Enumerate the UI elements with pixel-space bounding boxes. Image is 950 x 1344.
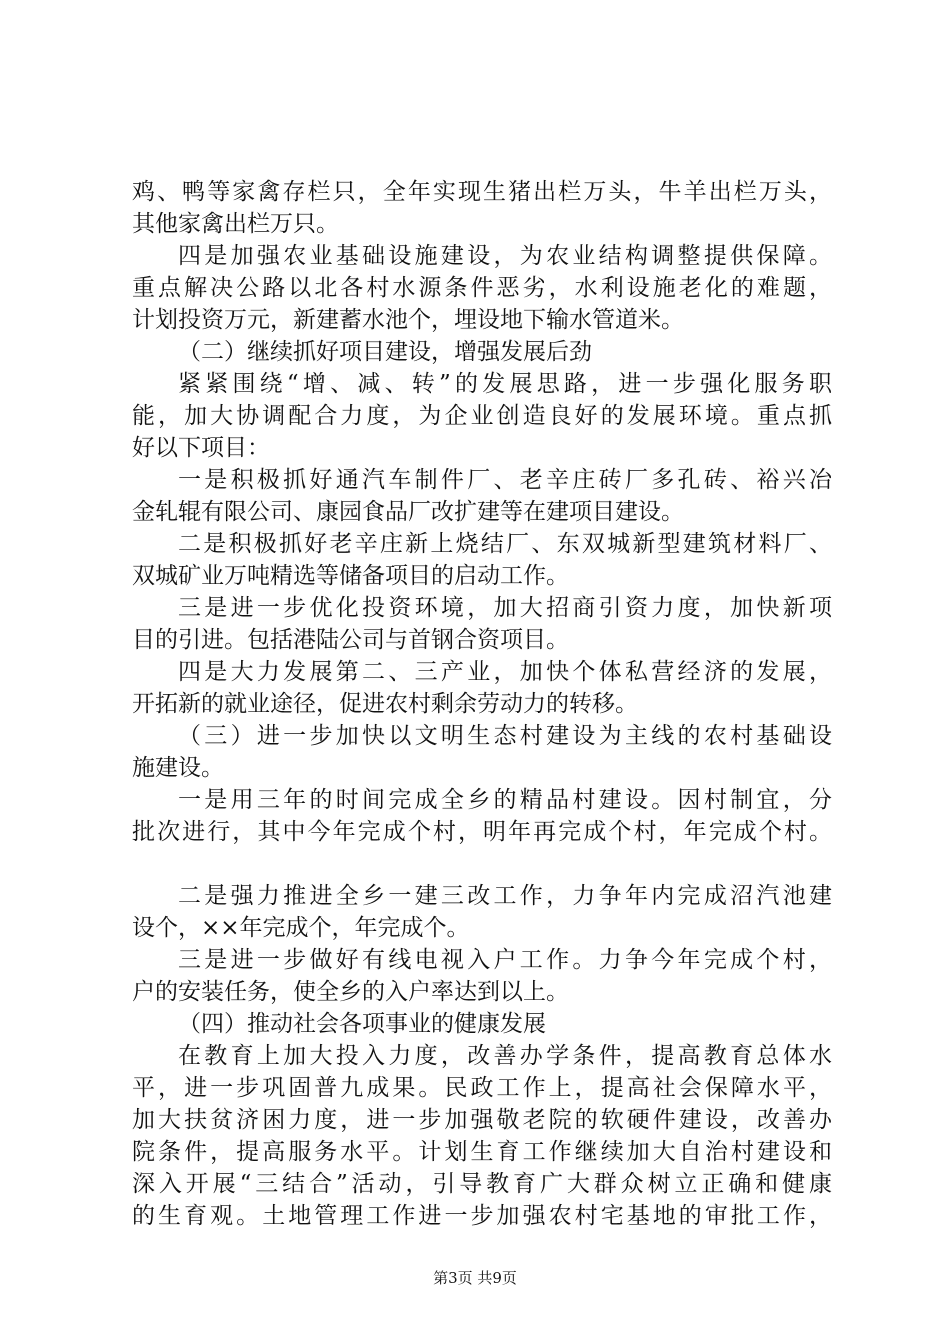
text-line: 户的安装任务，使全乡的入户率达到以上。 (132, 979, 569, 1005)
text-line: 三是进一步优化投资环境，加大招商引资力度，加快新项 (178, 595, 832, 621)
text-line: 的生育观。土地管理工作进一步加强农村宅基地的审批工作， (132, 1203, 832, 1229)
page-footer: 第3页 共9页 (433, 1269, 517, 1287)
text-line: 紧紧围绕“增、减、转”的发展思路，进一步强化服务职 (178, 371, 832, 397)
text-line: 好以下项目： (132, 435, 270, 461)
text-line: 能，加大协调配合力度，为企业创造良好的发展环境。重点抓 (132, 403, 832, 429)
text-line: 一是积极抓好通汽车制件厂、老辛庄砖厂多孔砖、裕兴冶 (178, 467, 832, 493)
text-line: 施建设。 (132, 755, 224, 781)
text-line: 二是强力推进全乡一建三改工作，力争年内完成沼汽池建 (178, 883, 832, 909)
text-line: 批次进行，其中今年完成个村，明年再完成个村，年完成个村。 (132, 819, 832, 845)
text-line: 三是进一步做好有线电视入户工作。力争今年完成个村， (178, 947, 832, 973)
text-line: 金轧辊有限公司、康园食品厂改扩建等在建项目建设。 (132, 499, 684, 525)
text-line: 设个，××年完成个，年完成个。 (132, 915, 470, 941)
blank-line (132, 848, 832, 880)
text-line: 深入开展“三结合”活动，引导教育广大群众树立正确和健康 (132, 1171, 832, 1197)
text-line: 重点解决公路以北各村水源条件恶劣，水利设施老化的难题， (132, 275, 832, 301)
text-line: 双城矿业万吨精选等储备项目的启动工作。 (132, 563, 569, 589)
text-line: 四是大力发展第二、三产业，加快个体私营经济的发展， (178, 659, 832, 685)
text-line: 平，进一步巩固普九成果。民政工作上，提高社会保障水平， (132, 1075, 832, 1101)
text-line: 四是加强农业基础设施建设，为农业结构调整提供保障。 (178, 243, 832, 269)
text-line: 加大扶贫济困力度，进一步加强敬老院的软硬件建设，改善办 (132, 1107, 832, 1133)
text-line: （三）进一步加快以文明生态村建设为主线的农村基础设 (178, 723, 832, 749)
text-line: 院条件，提高服务水平。计划生育工作继续加大自治村建设和 (132, 1139, 832, 1165)
text-line: 目的引进。包括港陆公司与首钢合资项目。 (132, 627, 569, 653)
text-line: 二是积极抓好老辛庄新上烧结厂、东双城新型建筑材料厂、 (178, 531, 832, 557)
document-body (132, 176, 832, 1232)
text-line: 开拓新的就业途径，促进农村剩余劳动力的转移。 (132, 691, 638, 717)
text-line: 其他家禽出栏万只。 (132, 211, 339, 237)
text-line: 计划投资万元，新建蓄水池个，埋设地下输水管道米。 (132, 307, 684, 333)
text-line: 鸡、鸭等家禽存栏只，全年实现生猪出栏万头，牛羊出栏万头， (132, 179, 832, 205)
text-line: （二）继续抓好项目建设，增强发展后劲 (178, 339, 592, 365)
text-line: 在教育上加大投入力度，改善办学条件，提高教育总体水 (178, 1043, 832, 1069)
text-line: （四）推动社会各项事业的健康发展 (178, 1011, 546, 1037)
text-line: 一是用三年的时间完成全乡的精品村建设。因村制宜，分 (178, 787, 832, 813)
